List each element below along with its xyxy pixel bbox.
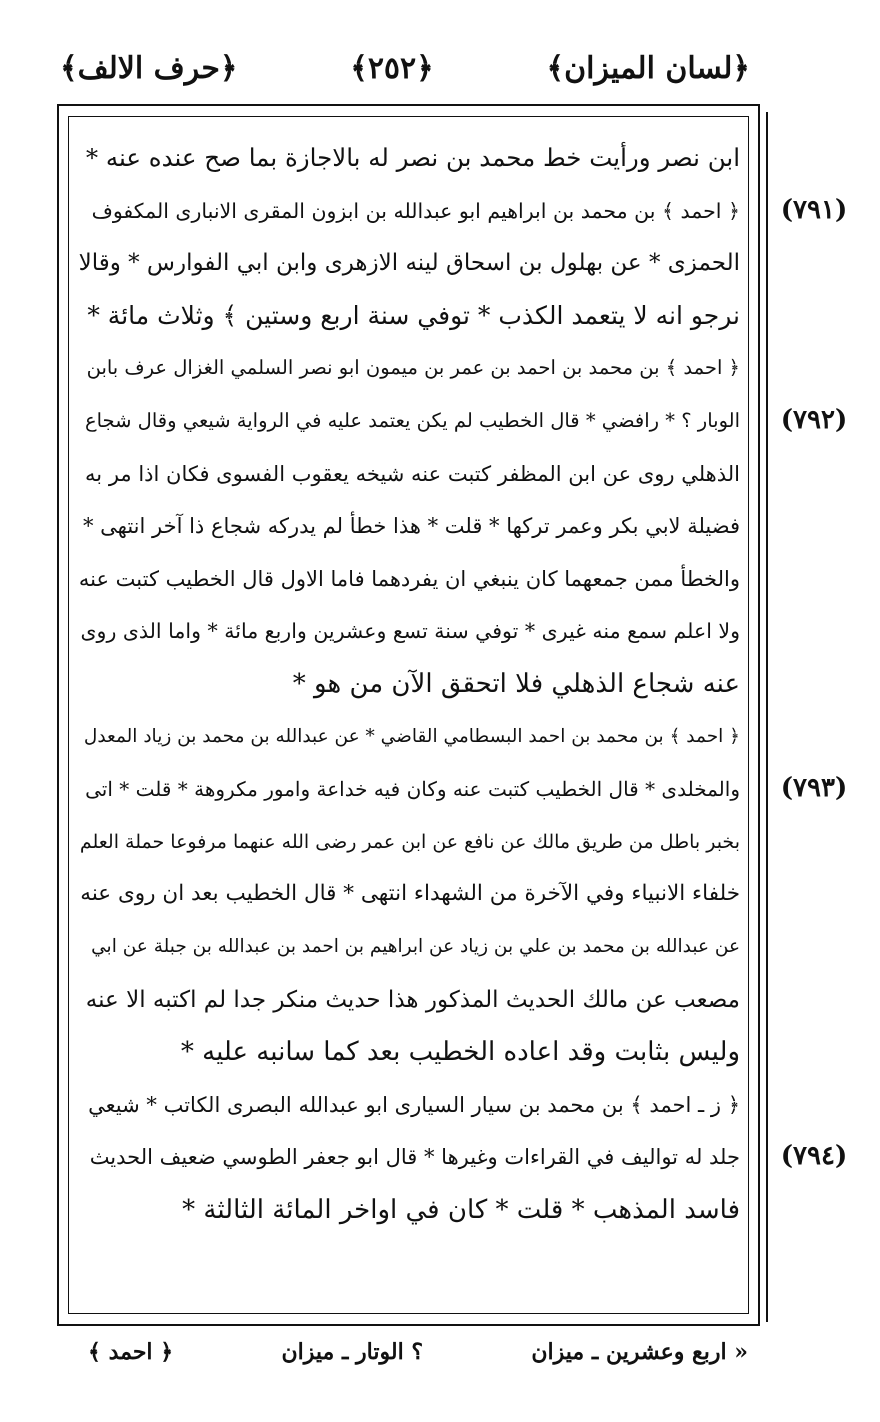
entry-number: (٧٩٢)	[780, 405, 848, 435]
footnote-2: ؟ الوتار ـ ميزان	[281, 1339, 424, 1365]
text-line: بخبر باطل من طريق مالك عن نافع عن ابن عمر رضى الله عنهما مرفوعا حملة العلم	[79, 830, 740, 853]
page-header	[60, 40, 750, 96]
book-title: ﴿لسان الميزان﴾	[546, 50, 750, 86]
text-line: الذهلي روى عن ابن المظفر كتبت عنه شيخه يعقوب الفسوى فكان اذا مر به	[85, 461, 740, 486]
text-line: الحمزى * عن بهلول بن اسحاق لينه الازهرى وابن ابي الفوارس * وقالا	[78, 250, 740, 277]
text-line: ﴿ احمد ﴾ بن محمد بن ابراهيم ابو عبدالله بن ابزون المقرى الانبارى المكفوف	[91, 198, 740, 223]
page-number: ﴿٢٥٢﴾	[350, 50, 434, 86]
catchword: ﴿ احمد ﴾	[88, 1339, 174, 1365]
text-line: نرجو انه لا يتعمد الكذب * توفي سنة اربع وستين ﴾ وثلاث مائة *	[87, 300, 740, 330]
text-line: جلد له تواليف في القراءات وغيرها * قال ابو جعفر الطوسي ضعيف الحديث	[89, 1145, 740, 1170]
text-line: فاسد المذهب * قلت * كان في اواخر المائة الثالثة *	[182, 1194, 740, 1225]
text-line: ﴿ احمد ﴾ بن محمد بن احمد البسطامي القاضي * عن عبدالله بن محمد بن زياد المعدل	[83, 725, 740, 747]
text-line: الوبار ؟ * رافضي * قال الخطيب لم يكن يعتمد عليه في الرواية شيعي وقال شجاع	[84, 408, 740, 432]
text-line: ابن نصر ورأيت خط محمد بن نصر له بالاجازة بما صح عنده عنه *	[85, 143, 740, 172]
text-line: والخطأ ممن جمعهما كان ينبغي ان يفردهما فاما الاول قال الخطيب كتبت عنه	[78, 566, 740, 591]
text-line: والمخلدى * قال الخطيب كتبت عنه وكان فيه خداعة وامور مكروهة * قلت * اتى	[85, 777, 740, 802]
text-line: ولا اعلم سمع منه غيرى * توفي سنة تسع وعشرين واربع مائة * واما الذى روى	[80, 619, 740, 644]
page-footer	[88, 1332, 748, 1372]
entry-number: (٧٩٣)	[780, 773, 848, 804]
text-line: ﴿ ز ـ احمد ﴾ بن محمد بن سيار السيارى ابو عبدالله البصرى الكاتب * شيعي	[88, 1092, 740, 1117]
text-line: عن عبدالله بن محمد بن علي بن زياد عن ابراهيم بن احمد بن عبدالله بن جبلة عن ابي	[91, 935, 740, 957]
entry-number: (٧٩٤)	[780, 1141, 848, 1172]
body-text	[78, 132, 740, 1236]
text-line: وليس بثابت وقد اعاده الخطيب بعد كما سانبه عليه *	[180, 1037, 740, 1068]
text-line: ﴿ احمد ﴾ بن محمد بن احمد بن عمر بن ميمون ابو نصر السلمي الغزال عرف بابن	[86, 356, 740, 380]
entry-number: (٧٩١)	[780, 194, 848, 225]
footnote-1: « اربع وعشرين ـ ميزان	[531, 1339, 748, 1365]
text-line: عنه شجاع الذهلي فلا اتحقق الآن من هو *	[292, 668, 740, 699]
text-line: مصعب عن مالك الحديث المذكور هذا حديث منكر جدا لم اكتبه الا عنه	[85, 986, 740, 1013]
text-line: فضيلة لابي بكر وعمر تركها * قلت * هذا خطأ لم يدركه شجاع ذا آخر انتهى *	[82, 514, 740, 539]
section-title: ﴿حرف الالف﴾	[60, 50, 238, 86]
text-line: خلفاء الانبياء وفي الآخرة من الشهداء انتهى * قال الخطيب بعد ان روى عنه	[80, 881, 740, 907]
